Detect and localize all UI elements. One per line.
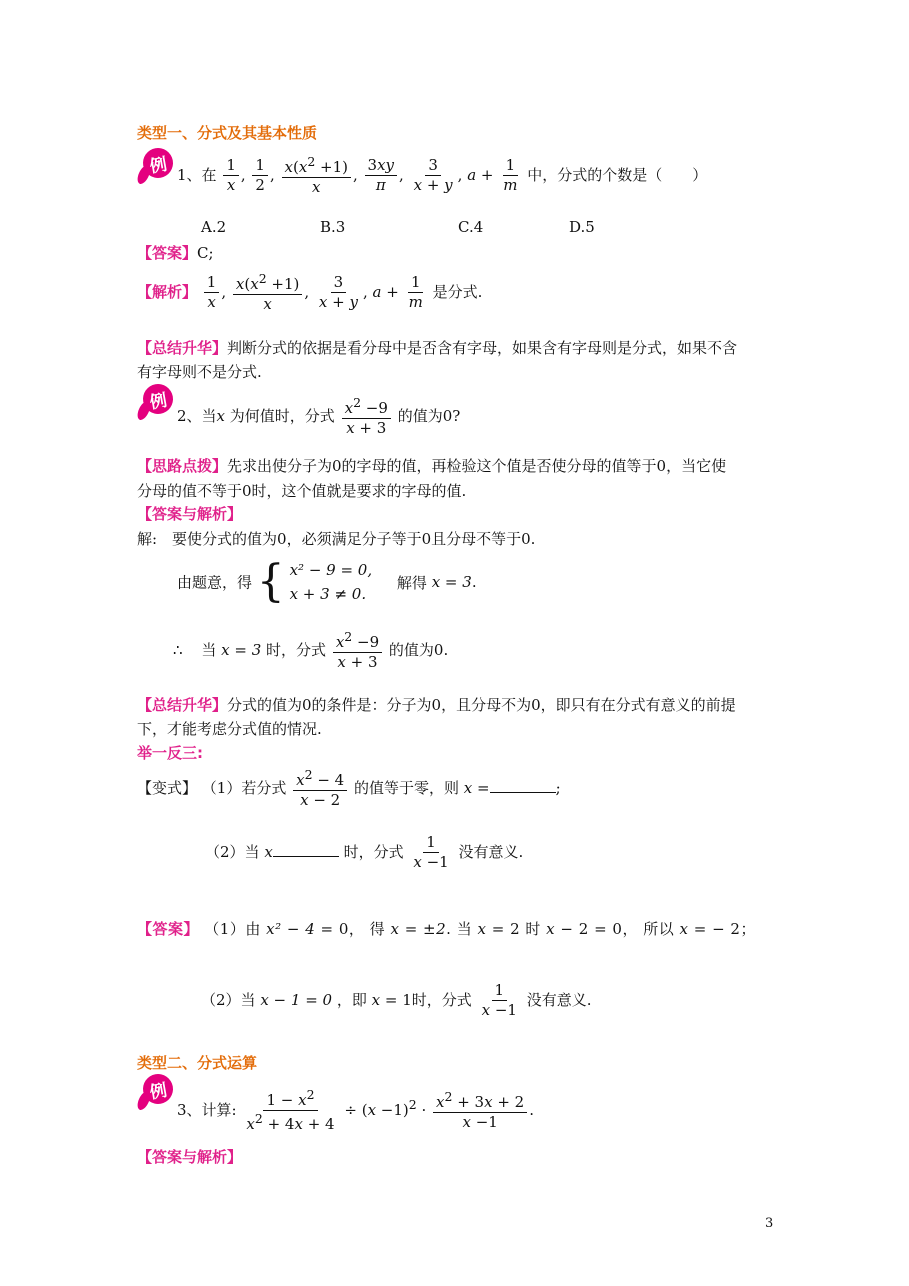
summary-tag: 【总结升华】 [137, 696, 228, 714]
answer-tag: 【答案】 [137, 244, 198, 262]
frac-quadratic-over-xminus1: $\frac{x^2 + 3x + 2}{x -1}$ [433, 1090, 527, 1132]
q1-suffix: 中，分式的个数是（ ） [527, 165, 708, 184]
va2-mid: ，即 [336, 990, 367, 1009]
variant-part1 [137, 768, 561, 810]
answer-value: C; [197, 244, 214, 262]
va-expr2: x [546, 920, 556, 938]
brace-icon: { [256, 556, 285, 607]
answer-tag: 【答案】 [137, 920, 200, 938]
question-2: 2、当x 为何值时，分式 $\frac{x^2 -9}{x + 3}$ 的值为0? [177, 395, 461, 438]
hint-text: 先求出使分子为0的字母的值，再检验这个值是否使分母的值等于0，当它使 [227, 457, 727, 475]
q1-summary-line1 [137, 337, 737, 358]
variant-p1-end: ; [555, 778, 561, 797]
answer-analysis-tag: 【答案与解析】 [137, 505, 243, 523]
variant-answer-2 [201, 982, 592, 1020]
va2-prefix: （2）当 [201, 990, 256, 1009]
variant-tag: 【变式】 [137, 778, 198, 797]
frac-1-over-x: $\frac{1}{x}$ [204, 274, 220, 312]
variant-p2-x: x [264, 842, 273, 861]
variant-part2 [205, 834, 523, 872]
q1-analysis: 【解析】 $\frac{1}{x}$ , $\frac{x(x^2 +1)}{x}$ , $\frac{3}{x + y}$ , a + $\frac{1}{m}$ 是分式. [137, 271, 483, 314]
question-3: 3、计算: $\frac{1 - x^2}{x^2 + 4x + 4}$ ÷ $(x -1)^2$ · $\frac{x^2 + 3x + 2}{x -1}$ . [177, 1087, 535, 1134]
variant-p1-prefix: （1）若分式 [201, 778, 287, 797]
variant-p2-end: 没有意义. [458, 842, 524, 861]
frac-x2minus9-over-xplus3: $\frac{x^2 -9}{x + 3}$ [333, 630, 382, 672]
frac-1-over-2: $\frac{1}{2}$ [252, 157, 268, 195]
frac-1-over-m: $\frac{1}{m}$ [408, 273, 423, 312]
q2-solution-line1: 解: 要使分式的值为0，必须满足分子等于0且分母不等于0. [137, 530, 536, 548]
option-b: B.3 [320, 218, 346, 236]
frac-3-over-xplusy: $\frac{3}{x + y}$ [413, 156, 453, 195]
section-title-type1: 类型一、分式及其基本性质 [137, 124, 318, 142]
summary-text: 分式的值为0的条件是：分子为0，且分母不为0，即只有在分式有意义的前提 [227, 696, 736, 714]
variant-p1-eq: = [477, 778, 490, 797]
option-c: C.4 [458, 218, 484, 236]
analysis-suffix: 是分式. [432, 282, 483, 301]
system-row2: x + 3 ≠ 0. [289, 585, 367, 603]
system-solved-label: 解得 [396, 573, 427, 592]
answer-blank[interactable] [273, 842, 339, 857]
variant-p1-mid: 的值等于零，则 [353, 778, 459, 797]
va-final: = − 2； [693, 920, 756, 938]
example-icon: 例 [141, 146, 176, 181]
q1-answer [137, 242, 214, 263]
va-x: x [477, 920, 487, 938]
frac-1minusx2-over-quadratic: $\frac{1 - x^2}{x^2 + 4x + 4}$ [246, 1087, 335, 1134]
q2-prefix: 2、当 [177, 406, 217, 425]
frac-x2minus4-over-xminus2: $\frac{x^2 - 4}{x - 2}$ [293, 768, 347, 810]
va-expr: x² − 4 [266, 920, 316, 938]
q2-hint-line2: 分母的值不等于0时，这个值就是要求的字母的值. [137, 482, 467, 500]
summary-text: 判断分式的依据是看分母中是否含有字母，如果含有字母则是分式，如果不含 [227, 339, 738, 357]
va-x3: x [679, 920, 689, 938]
q3-prefix: 3、计算: [177, 1100, 237, 1119]
analysis-tag: 【解析】 [137, 282, 198, 301]
therefore-end: 的值为0. [388, 640, 449, 659]
q2-mid: 为何值时，分式 [229, 406, 335, 425]
q2-suffix: 的值为0? [397, 406, 461, 425]
variant-heading: 举一反三: [137, 744, 203, 762]
va2-expr: x − 1 = 0 [260, 990, 333, 1009]
q1-summary-line2: 有字母则不是分式. [137, 363, 262, 381]
va-eq3: − 2 = 0， 所以 [560, 920, 675, 938]
variant-answer-1 [137, 918, 756, 939]
section-title-type2: 类型二、分式运算 [137, 1054, 258, 1072]
hint-tag: 【思路点拨】 [137, 457, 228, 475]
variant-p1-x: x [463, 778, 473, 797]
va2-x: x [371, 990, 381, 1009]
example-icon: 例 [141, 382, 176, 417]
q2-hint-line1 [137, 455, 726, 476]
va-eq2: = 2 时 [491, 920, 541, 938]
va-text: （1）由 [204, 920, 261, 938]
frac-x-x2plus1-over-x: $\frac{x(x^2 +1)}{x}$ [233, 272, 302, 314]
therefore-mid: 时，分式 [266, 640, 327, 659]
va-eq: = 0， 得 [320, 920, 386, 938]
therefore-icon: ∴ [173, 640, 183, 659]
page-number: 3 [765, 1216, 774, 1231]
option-a: A.2 [201, 218, 227, 236]
frac-1-over-x: $\frac{1}{x}$ [223, 157, 239, 195]
q2-therefore-line [173, 630, 448, 672]
frac-1-over-xminus1: $\frac{1}{x -1}$ [413, 833, 449, 872]
system-prefix: 由题意，得 [177, 573, 253, 592]
q2-summary-line1 [137, 694, 736, 715]
question-1: 1、在 $\frac{1}{x}$ , $\frac{1}{2}$ , $\frac{x(x^2 +1)}{x}$ , $\frac{3xy}{\pi}$ , $\frac{3}{x + y}$ , a + $\frac{1}{m}$ 中，分式的个数是（ ） [177, 154, 708, 197]
frac-3-over-xplusy: $\frac{3}{x + y}$ [318, 273, 358, 312]
therefore-when: 当 [201, 640, 217, 659]
answer-analysis-tag: 【答案与解析】 [137, 1148, 243, 1166]
frac-3xy-over-pi: $\frac{3xy}{\pi}$ [365, 157, 397, 195]
answer-blank[interactable] [490, 778, 556, 793]
frac-1-over-xminus1: $\frac{1}{x -1}$ [481, 981, 517, 1020]
frac-x-x2plus1-over-x: $\frac{x(x^2 +1)}{x}$ [282, 155, 351, 197]
option-d: D.5 [569, 218, 595, 236]
summary-tag: 【总结升华】 [137, 339, 228, 357]
variant-p2-mid: 时，分式 [343, 842, 404, 861]
va2-eq: = 1时，分式 [384, 990, 472, 1009]
variant-p2-prefix: （2）当 [205, 842, 260, 861]
va-rest: . 当 [446, 920, 473, 938]
va2-end: 没有意义. [526, 990, 592, 1009]
example-icon: 例 [141, 1072, 176, 1107]
q1-prefix: 1、在 [177, 165, 217, 184]
q2-summary-line2: 下，才能考虑分式值的情况. [137, 720, 322, 738]
frac-x2minus9-over-xplus3: $\frac{x^2 -9}{x + 3}$ [342, 396, 391, 438]
va-sol: x = ±2 [390, 920, 447, 938]
frac-1-over-m: $\frac{1}{m}$ [503, 156, 518, 195]
q2-system: 由题意，得 { x² − 9 = 0, x + 3 ≠ 0. 解得 x = 3. [177, 556, 477, 607]
system-result: x = 3 [431, 573, 472, 591]
therefore-x: x = 3 [221, 640, 262, 659]
equation-system [290, 558, 373, 606]
system-row1: x² − 9 = 0, [289, 561, 373, 579]
